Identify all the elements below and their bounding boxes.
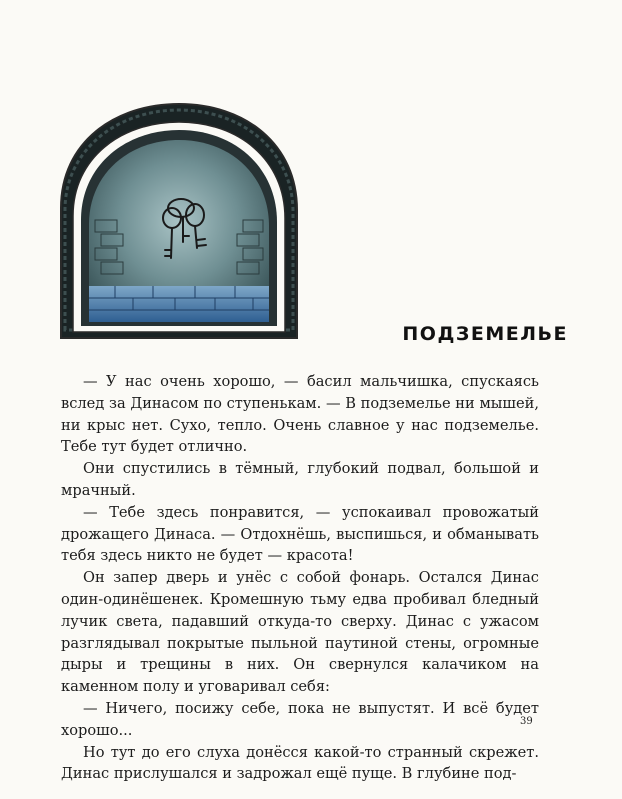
page-number: 39: [520, 716, 533, 727]
paragraph: — Тебе здесь понравится, — успокаивал провожатый дрожащего Динаса. — Отдохнёшь, выспишься, и обманывать тебя здесь никто не будет — красота!: [61, 503, 539, 565]
paragraph: — У нас очень хорошо, — басил мальчишка, спускаясь вслед за Динасом по ступенькам. — В подземелье ни мышей, ни крыс нет. Сухо, тепло. Очень славное у нас подземелье. Тебе тут будет отлично.: [61, 373, 539, 456]
body-text: [61, 371, 539, 785]
paragraph: Он запер дверь и унёс с собой фонарь. Остался Динас один-одинёшенек. Кромешную тьму едва пробивал бледный лучик света, падавший откуда-то сверху. Динас с ужасом разглядывал покрытые пыльной паутиной стены, огромные дыры и трещины в них. Он свернулся калачиком на каменном полу и уговаривал себя:: [61, 569, 539, 696]
paragraph: Но тут до его слуха донёсся какой-то странный скрежет. Динас прислушался и задрожал ещё пуще. В глубине под-: [61, 743, 539, 783]
paragraph: — Ничего, посижу себе, пока не выпустят. И всё будет хорошо...: [61, 699, 539, 739]
dungeon-keys-illustration: [55, 100, 305, 345]
paragraph: Они спустились в тёмный, глубокий подвал, большой и мрачный.: [61, 460, 539, 499]
chapter-title: ПОДЗЕМЕЛЬЕ: [402, 323, 568, 345]
